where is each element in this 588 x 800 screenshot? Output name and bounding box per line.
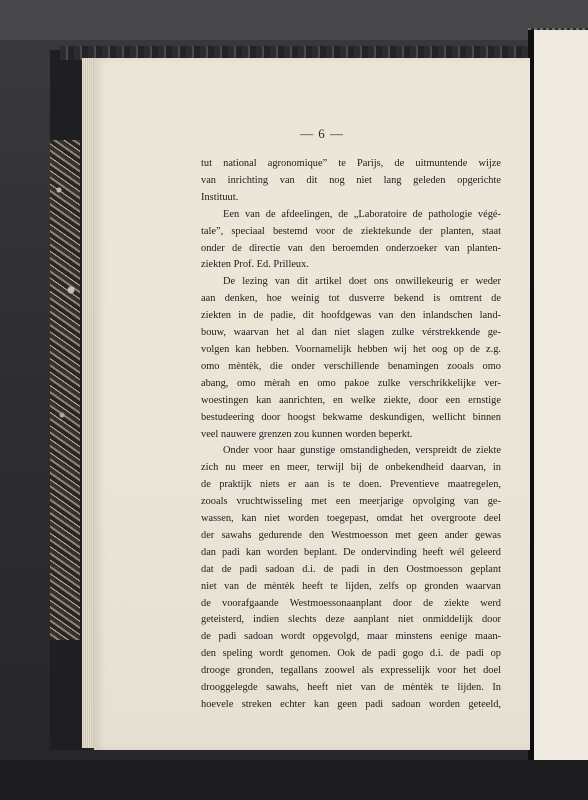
text-line: veel nauwere grenzen zou kunnen worden beperkt. bbox=[201, 428, 413, 440]
text-line: aan denken, hoe weinig tot dusverre bekend is omtrent de bbox=[201, 293, 501, 305]
text-line: dat de padi sadoan d.i. de padi in den Oostmoesson geplant bbox=[201, 563, 501, 575]
top-background-strip bbox=[0, 0, 588, 40]
text-line: van inrichting van dit nog niet lang geleden opgerichte bbox=[201, 174, 501, 186]
text-line: dan padi kan worden beplant. De ondervinding heeft wél geleerd bbox=[201, 546, 501, 558]
page-number: — 6 — bbox=[300, 126, 344, 141]
text-line: ziekten in de padie, dit hoofdgewas van den inlandschen land- bbox=[201, 310, 501, 322]
text-line: drooggelegde sawahs, heeft niet van de mèntèk te lijden. In bbox=[201, 682, 501, 694]
text-line: de padi sadoan wordt opgevolgd, maar minstens eenige maan- bbox=[201, 631, 501, 643]
text-line: Onder voor haar gunstige omstandigheden, verspreidt de ziekte bbox=[223, 445, 501, 457]
text-line: omo mèntèk, die onder verschillende benamingen zooals omo bbox=[201, 360, 501, 372]
text-line: de voorafgaande Westmoessonaanplant door de ziekte werd bbox=[201, 597, 501, 609]
text-line: niet van de mèntèk heeft te lijden, zelfs op gronden waarvan bbox=[201, 580, 501, 592]
text-line: tut national agronomique” te Parijs, de uitmuntende wijze bbox=[201, 158, 501, 169]
text-line: De lezing van dit artikel doet ons onwillekeurig er weder bbox=[223, 276, 501, 288]
marbled-cover-edge bbox=[50, 140, 80, 640]
text-line: den speling wordt genomen. Ook de padi gogo d.i. de padi op bbox=[201, 648, 501, 660]
text-line: de praktijk niets er aan is te doen. Preventieve maatregelen, bbox=[201, 479, 501, 491]
text-line: bouw, waarvan het al dan niet slagen zulke vérstrekkende ge- bbox=[201, 327, 501, 339]
page-body-text bbox=[201, 156, 501, 714]
text-line: woestingen kan aanrichten, en welke ziekte, door een ernstige bbox=[201, 394, 501, 406]
text-line: Een van de afdeelingen, de „Laboratoire de pathologie végé- bbox=[223, 208, 501, 220]
text-line: der sawahs gedurende den Westmoesson met geen ander gewas bbox=[201, 529, 501, 541]
text-line: zooals vruchtwisseling met een meerjarige opvolging van ge- bbox=[201, 496, 501, 508]
bottom-background-strip bbox=[0, 760, 588, 800]
text-line: onder de directie van den beroemden onderzoeker van planten- bbox=[201, 242, 501, 254]
text-line: wassen, kan niet worden toegepast, omdat het overgroote deel bbox=[201, 513, 501, 525]
text-line: bestudeering door hoogst bekwame deskundigen, wellicht binnen bbox=[201, 411, 501, 423]
text-line: zich nu meer en meer, terwijl bij de onbekendheid daarvan, in bbox=[201, 462, 501, 474]
text-line: ziekten Prof. Ed. Prilleux. bbox=[201, 259, 309, 271]
adjacent-book-page bbox=[528, 30, 588, 760]
text-line: hoevele streken echter kan geen padi sadoan worden geteeld, bbox=[201, 699, 501, 710]
text-line: tale”, speciaal bestemd voor de ziektekunde der planten, staat bbox=[201, 225, 501, 237]
text-line: volgen kan hebben. Voornamelijk hebben wij het oog op de z.g. bbox=[201, 343, 501, 355]
text-line: drooge gronden, tegallans zoowel als expresselijk voor het doel bbox=[201, 665, 501, 677]
text-line: geteisterd, indien slechts deze aanplant niet onmiddelijk door bbox=[201, 614, 501, 626]
text-line: abang, omo mèrah en omo pakoe zulke verschrikkelijke ver- bbox=[201, 377, 501, 389]
text-line: Instituut. bbox=[201, 191, 239, 203]
